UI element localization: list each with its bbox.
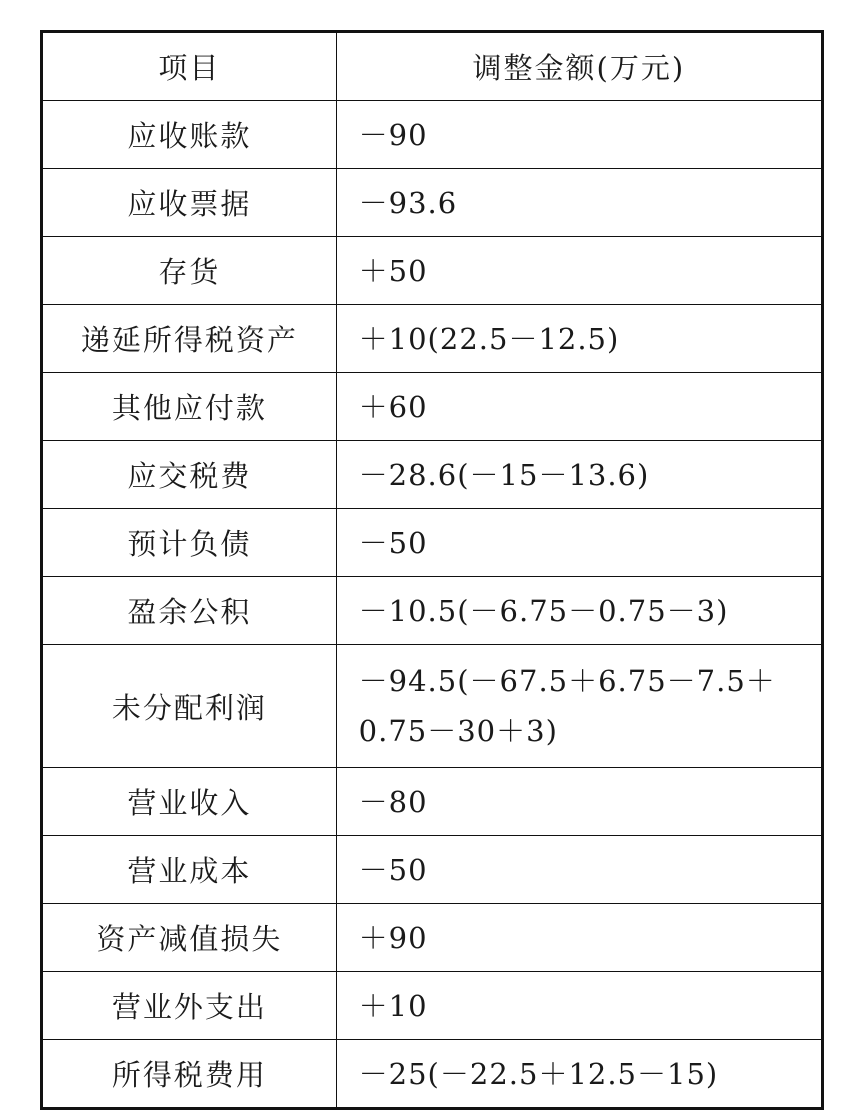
row-item: 资产减值损失 (42, 904, 337, 972)
row-amount: －80 (336, 768, 822, 836)
row-item: 应收票据 (42, 169, 337, 237)
row-item: 营业成本 (42, 836, 337, 904)
header-item: 项目 (42, 32, 337, 101)
row-item: 所得税费用 (42, 1040, 337, 1109)
row-amount: －90 (336, 101, 822, 169)
table-row (42, 836, 823, 904)
table-row (42, 373, 823, 441)
table-row (42, 768, 823, 836)
table-row (42, 577, 823, 645)
row-amount: －25(－22.5＋12.5－15) (336, 1040, 822, 1109)
row-amount: －28.6(－15－13.6) (336, 441, 822, 509)
table-row (42, 509, 823, 577)
row-amount: ＋10(22.5－12.5) (336, 305, 822, 373)
table-row (42, 237, 823, 305)
table-row (42, 972, 823, 1040)
row-item: 存货 (42, 237, 337, 305)
row-item: 预计负债 (42, 509, 337, 577)
row-amount: ＋50 (336, 237, 822, 305)
row-amount: －50 (336, 509, 822, 577)
table-row (42, 305, 823, 373)
header-row (42, 32, 823, 101)
row-amount: ＋90 (336, 904, 822, 972)
row-amount: －10.5(－6.75－0.75－3) (336, 577, 822, 645)
row-amount: ＋10 (336, 972, 822, 1040)
row-item: 营业外支出 (42, 972, 337, 1040)
header-amount: 调整金额(万元) (336, 32, 822, 101)
row-item: 营业收入 (42, 768, 337, 836)
table-row (42, 101, 823, 169)
table-row (42, 169, 823, 237)
row-item: 未分配利润 (42, 645, 337, 768)
row-item: 盈余公积 (42, 577, 337, 645)
row-amount: －50 (336, 836, 822, 904)
adjustment-table (40, 30, 824, 1110)
table-row (42, 1040, 823, 1109)
row-item: 递延所得税资产 (42, 305, 337, 373)
row-amount: －94.5(－67.5＋6.75－7.5＋0.75－30＋3) (336, 645, 822, 768)
row-item: 其他应付款 (42, 373, 337, 441)
row-item: 应交税费 (42, 441, 337, 509)
table-row (42, 441, 823, 509)
table-row (42, 904, 823, 972)
row-amount: ＋60 (336, 373, 822, 441)
row-item: 应收账款 (42, 101, 337, 169)
table-row (42, 645, 823, 768)
row-amount: －93.6 (336, 169, 822, 237)
